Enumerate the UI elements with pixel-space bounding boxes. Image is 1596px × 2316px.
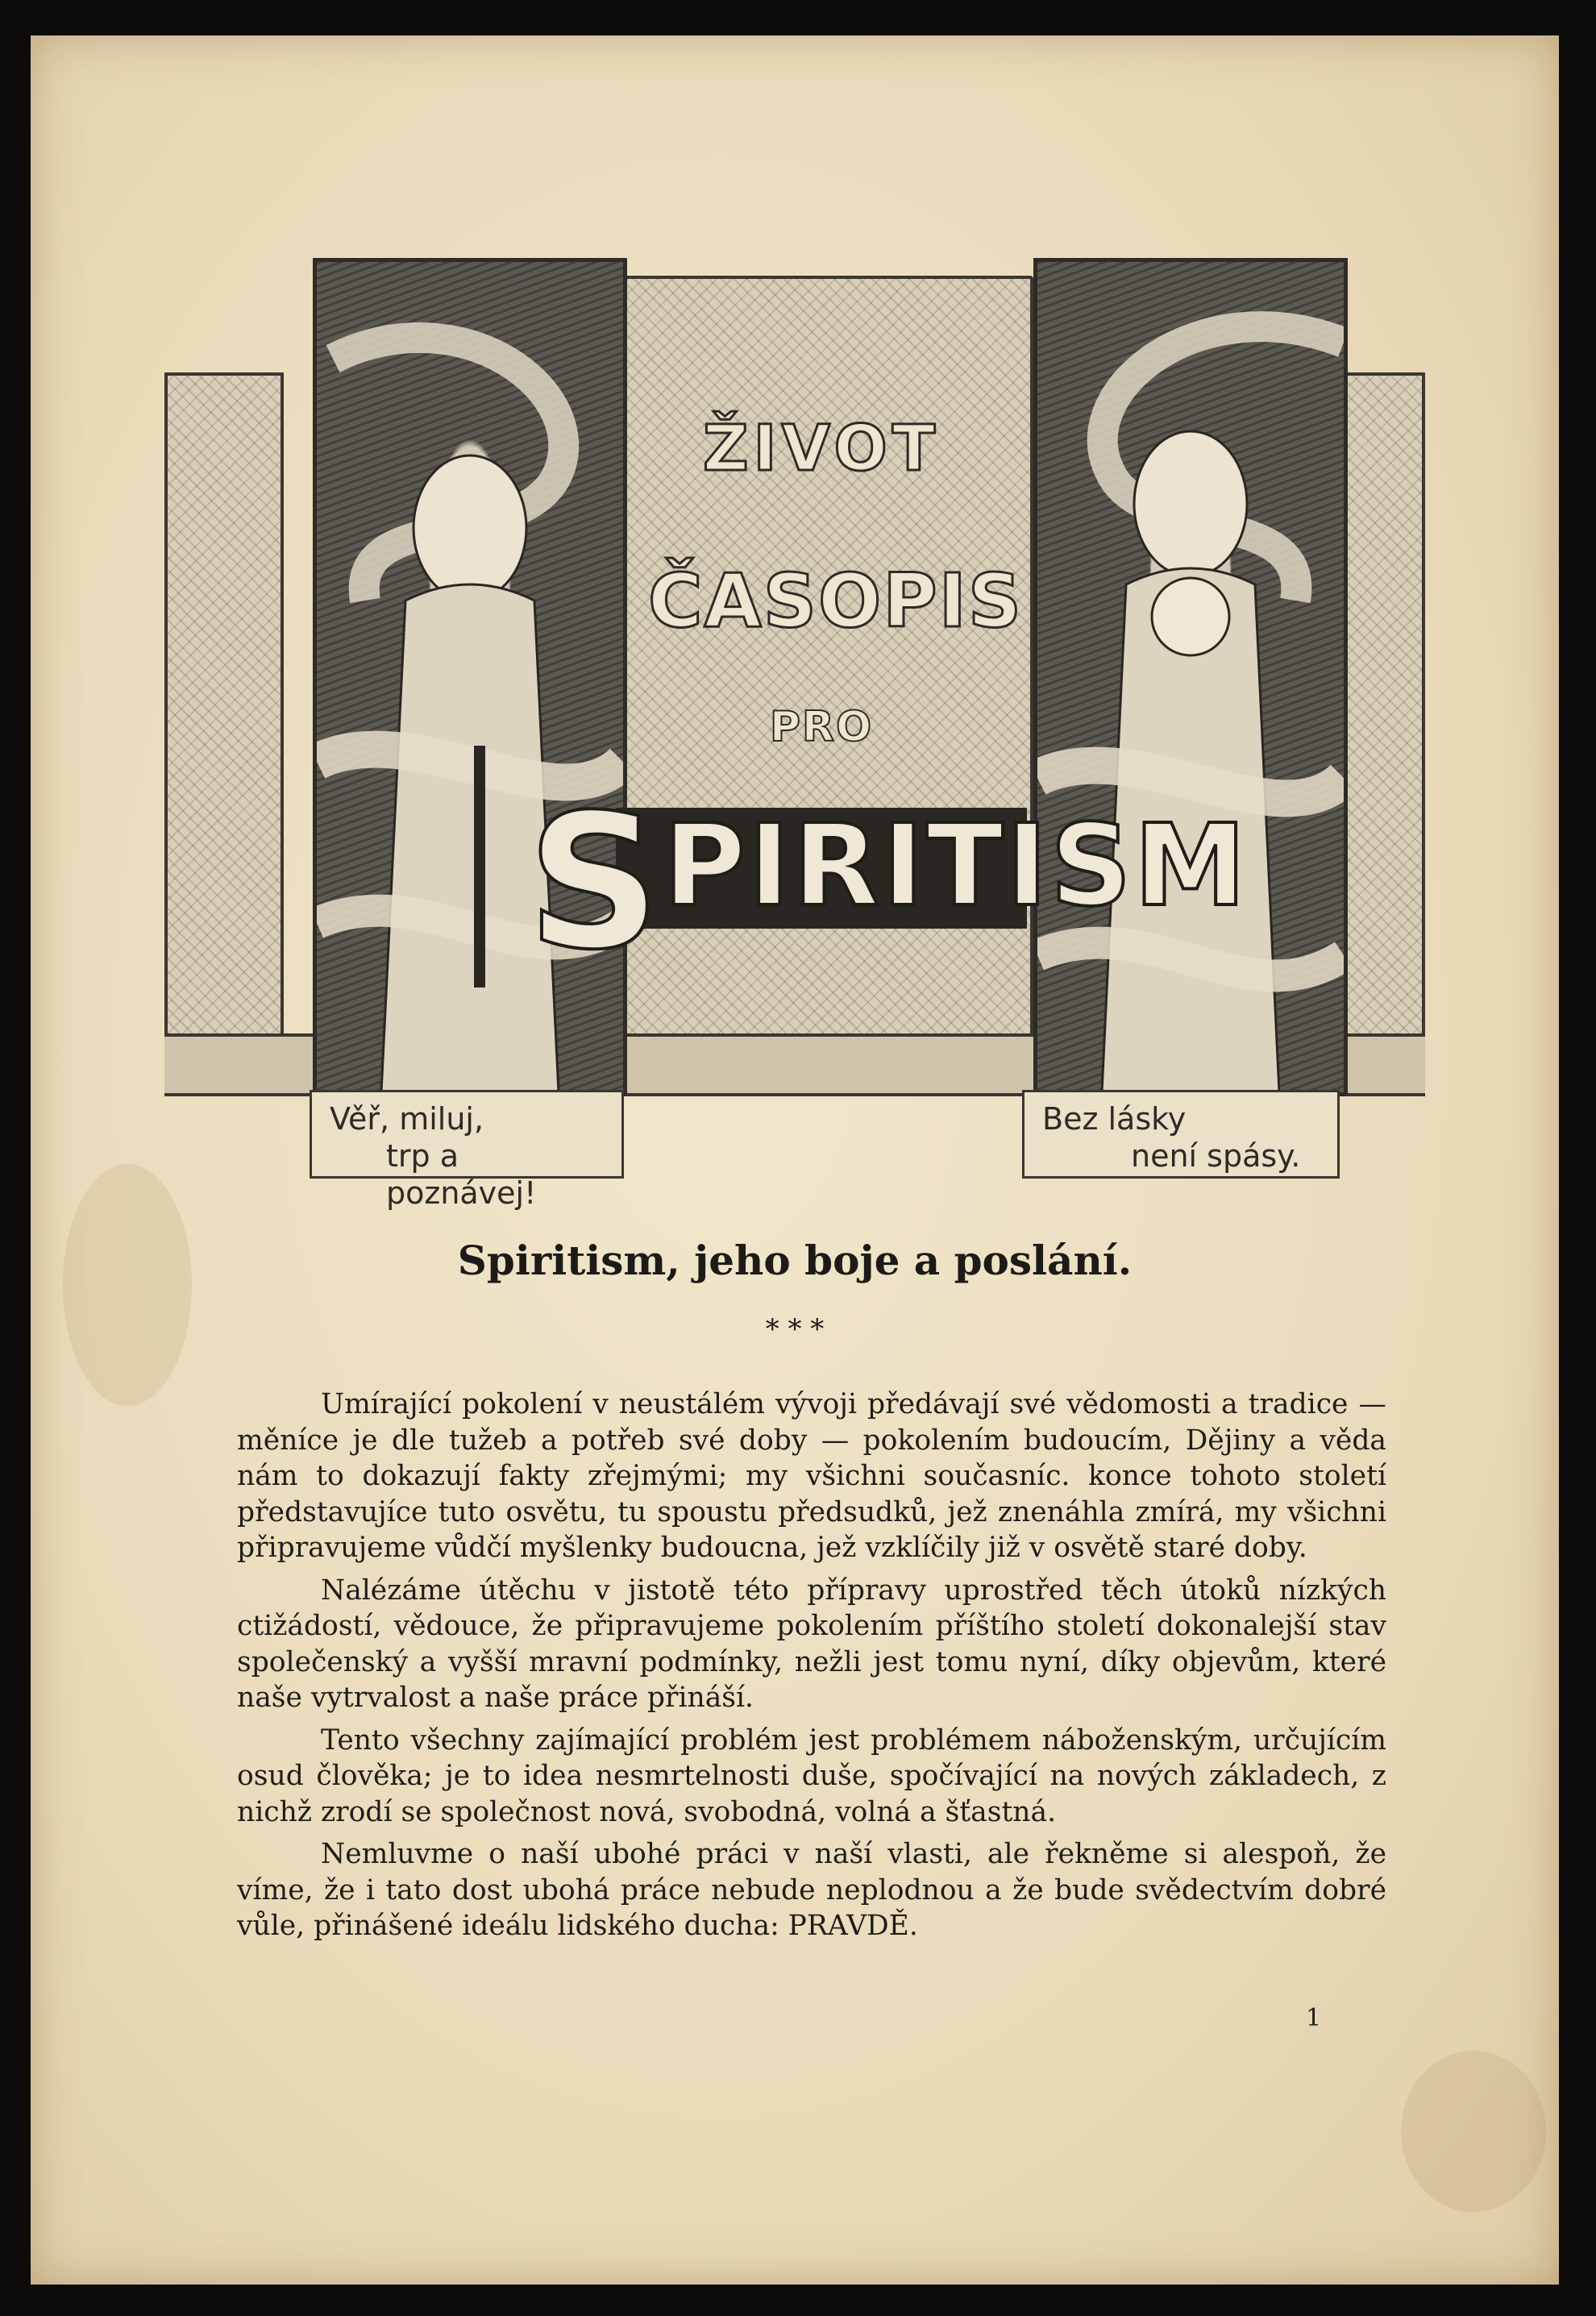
paragraph: Umírající pokolení v neustálém vývoji předávají své vědomosti a tradice — měníce je dle tužeb a potřeb své doby — pokolením budoucím, Dějiny a věda nám to dokazují fakty zřejmými; my všichni současníc. konce tohoto století představujíce tuto osvětu, tu spoustu předsudků, jež znenáhla zmírá, my všichni připravujeme vůdčí myšlenky budoucna, jež vzklíčily již v osvětě staré doby. [237, 1388, 1386, 1564]
paper-page [31, 35, 1559, 2285]
paper-stain [63, 1164, 192, 1406]
motto-right-line1: Bez lásky [1042, 1101, 1187, 1137]
masthead-title-pro: PRO [769, 703, 874, 751]
page-number: 1 [1306, 2004, 1322, 2032]
motto-right-line2: není spásy. [1131, 1138, 1301, 1174]
masthead-illustration [164, 219, 1425, 1211]
paragraph: Nemluvme o naší ubohé práci v naší vlasti, ale řekněme si alespoň, že víme, že i tato dost ubohá práce nebude neplodnou a že bude svědectvím dobré vůle, přinášené ideálu lidského ducha: PRAVDĚ. [237, 1838, 1386, 1942]
paper-stain [1401, 2051, 1546, 2212]
masthead-title-spiritism [527, 775, 1249, 991]
masthead-title-zivot: ŽIVOT [702, 413, 941, 485]
article-title: Spiritism, jeho boje a poslání. [457, 1237, 1133, 1284]
paragraph: Nalézáme útěchu v jistotě této přípravy uprostřed těch útoků nízkých ctižádostí, vědouce, že připravujeme pokolením příštího století dokonalejší stav společenský a vyšší mravní podmínky, nežli jest tomu nyní, díky objevům, které naše vytrvalost a naše práce přináší. [237, 1574, 1386, 1714]
masthead-title-casopis: ČASOPIS [648, 558, 1024, 644]
motto-left-line2: trp a poznávej! [386, 1138, 537, 1211]
article-body [237, 1387, 1386, 1951]
spiritism-rest: PIRITISM [663, 800, 1249, 932]
motto-left-line1: Věř, miluj, [330, 1101, 484, 1137]
motto-right [1022, 1090, 1340, 1179]
asterism-divider: * * * [765, 1313, 825, 1345]
paragraph: Tento všechny zajímající problém jest problémem náboženským, určujícím osud člověka; je to idea nesmrtelnosti duše, spočívající na nových základech, z nichž zrodí se společnost nová, svobodná, volná a šťastná. [237, 1723, 1386, 1828]
left-vine-panel [164, 372, 284, 1088]
spiritism-initial: S [527, 775, 663, 991]
motto-left [310, 1090, 624, 1211]
